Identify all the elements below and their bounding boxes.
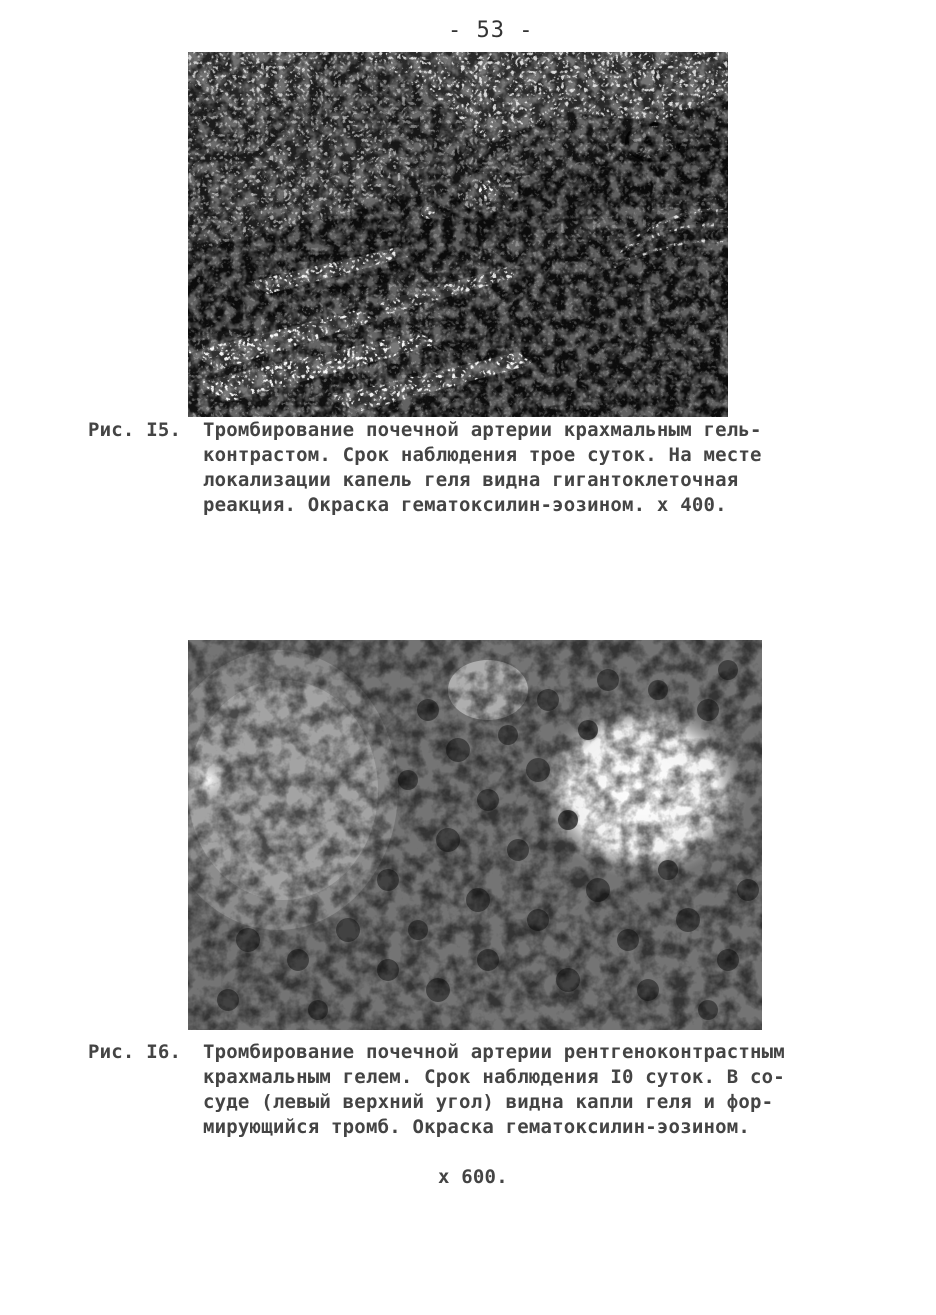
figure-15-text: Тромбирование почечной артерии крахмальным гель- контрастом. Срок наблюдения трое суток. На месте локализации капель геля видна гигантоклеточная реакция. Окраска гематоксилин-эозином. х 400. [203,419,762,516]
micrograph-15-image [188,52,728,417]
micrograph-figure-16 [188,640,762,1030]
page-number: - 53 - [448,18,534,43]
caption-figure-15 [88,418,848,548]
micrograph-16-image [188,640,762,1030]
figure-16-text: Тромбирование почечной артерии рентгеноконтрастным крахмальным гелем. Срок наблюдения I0 суток. В со- суде (левый верхний угол) видна капли геля и фор- мирующийся тромб. Окраска гематоксилин-эозином. [203,1041,785,1138]
figure-16-label: Рис. I6. [88,1041,182,1063]
figure-16-magnification: х 600. [438,1166,508,1188]
figure-15-label: Рис. I5. [88,419,182,441]
caption-figure-16 [88,1040,868,1200]
micrograph-figure-15 [188,52,728,417]
